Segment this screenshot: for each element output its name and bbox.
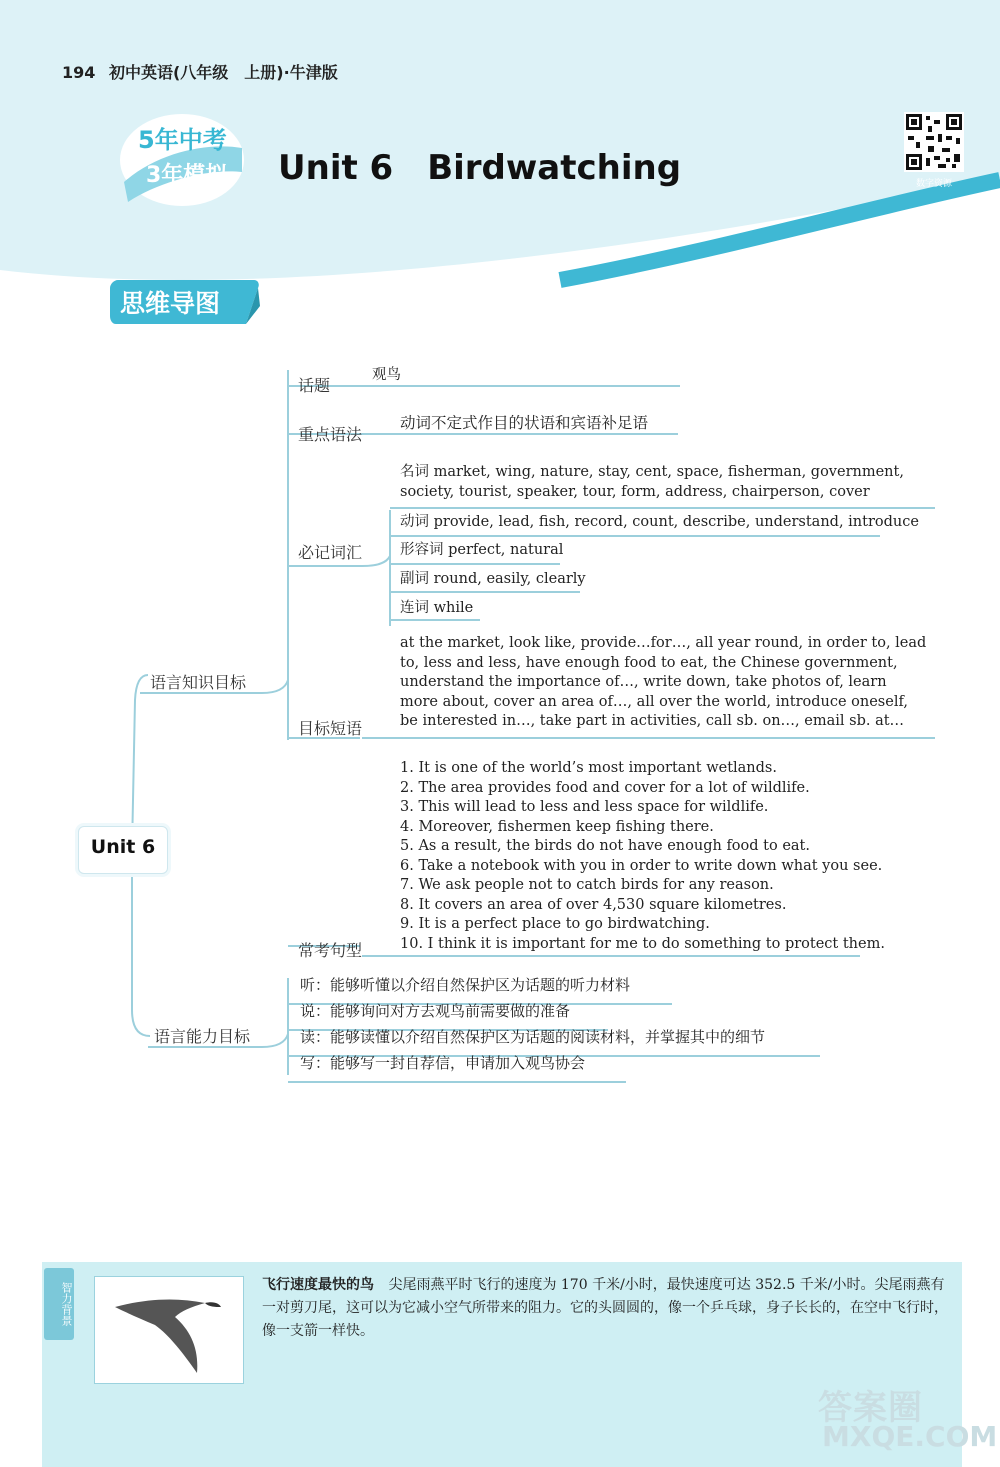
- qr-code-icon[interactable]: [904, 112, 964, 172]
- grammar-value: 动词不定式作目的状语和宾语补足语: [400, 414, 649, 432]
- topic-value: 观鸟: [372, 367, 401, 383]
- list-item: 5. As a result, the birds do not have enough food to eat.: [400, 838, 810, 854]
- list-item: 1. It is one of the world’s most important wetlands.: [400, 760, 777, 776]
- unit-title: Unit 6 Birdwatching: [278, 148, 682, 188]
- list-item: 3. This will lead to less and less space for wildlife.: [400, 799, 769, 815]
- ability-speaking: 说：能够询问对方去观鸟前需要做的准备: [300, 1002, 571, 1020]
- logo-line1: 5年中考: [138, 126, 227, 154]
- page-header: [62, 60, 338, 83]
- vocabulary-nouns: 名词 market, wing, nature, stay, cent, space, fisherman, government, society, tourist, speaker, tour, form, address, chairperson, cover: [400, 464, 904, 500]
- vocabulary-verbs: 动词 provide, lead, fish, record, count, describe, understand, introduce: [400, 514, 919, 530]
- ability-listening: 听：能够听懂以介绍自然保护区为话题的听力材料: [300, 976, 631, 994]
- qr-caption: 数字资源: [915, 179, 952, 189]
- phrases-label: 目标短语: [298, 719, 363, 738]
- vocabulary-adverbs: 副词 round, easily, clearly: [400, 571, 586, 587]
- ability-goals-node: 语言能力目标: [154, 1027, 251, 1046]
- ability-writing: 写：能够写一封自荐信，申请加入观鸟协会: [300, 1054, 586, 1072]
- list-item: 10. I think it is important for me to do something to protect them.: [400, 935, 885, 952]
- vocabulary-conjunctions: 连词 while: [400, 600, 474, 616]
- book-title: 初中英语(八年级 上册)·牛津版: [108, 63, 338, 82]
- mindmap-root: Unit 6: [90, 836, 156, 858]
- list-item: 2. The area provides food and cover for a lot of wildlife.: [400, 779, 810, 796]
- logo-line2: 3年模拟: [146, 163, 228, 188]
- tip-text-block: [262, 1274, 952, 1343]
- section-badge-label: 思维导图: [120, 289, 221, 318]
- sentences-list: [400, 759, 920, 954]
- tip-title: 飞行速度最快的鸟: [262, 1277, 374, 1293]
- list-item: 9. It is a perfect place to go birdwatching.: [400, 916, 710, 932]
- bird-image: [94, 1276, 244, 1384]
- tip-side-tab: 智力背景: [44, 1268, 74, 1340]
- list-item: 8. It covers an area of over 4,530 square kilometres.: [400, 896, 787, 913]
- watermark-line2: MXQE.COM: [822, 1420, 998, 1453]
- list-item: 6. Take a notebook with you in order to write down what you see.: [400, 857, 883, 874]
- knowledge-goals-node: 语言知识目标: [150, 673, 247, 692]
- vocabulary-label: 必记词汇: [298, 543, 363, 562]
- swift-bird-icon: [95, 1277, 243, 1383]
- watermark-line1: 答案圈: [818, 1388, 923, 1428]
- vocabulary-adjectives: 形容词 perfect, natural: [400, 542, 564, 558]
- list-item: 7. We ask people not to catch birds for any reason.: [400, 877, 774, 893]
- page-number: 194: [62, 63, 96, 82]
- grammar-label: 重点语法: [298, 425, 363, 444]
- ability-reading: 读：能够读懂以介绍自然保护区为话题的阅读材料，并掌握其中的细节: [300, 1028, 766, 1046]
- list-item: 4. Moreover, fishermen keep fishing there.: [400, 818, 714, 835]
- sentences-label: 常考句型: [298, 941, 363, 960]
- phrases-value: at the market, look like, provide…for…, all year round, in order to, lead to, less and less, have enough food to eat, the Chinese government, understand the importance of…, write down, take photos of, learn more about, cover an area of…, all over the world, introduce oneself, be interested in…, take part in activities, call sb. on…, email sb. at…: [400, 635, 927, 729]
- tip-body: 尖尾雨燕平时飞行的速度为 170 千米/小时，最快速度可达 352.5 千米/小时。尖尾雨燕有一对剪刀尾，这可以为它减小空气所带来的阻力。它的头圆圆的，像一个乒乓球，身子长长的，在空中飞行时，像一支箭一样快。: [262, 1277, 948, 1339]
- topic-label: 话题: [298, 376, 331, 395]
